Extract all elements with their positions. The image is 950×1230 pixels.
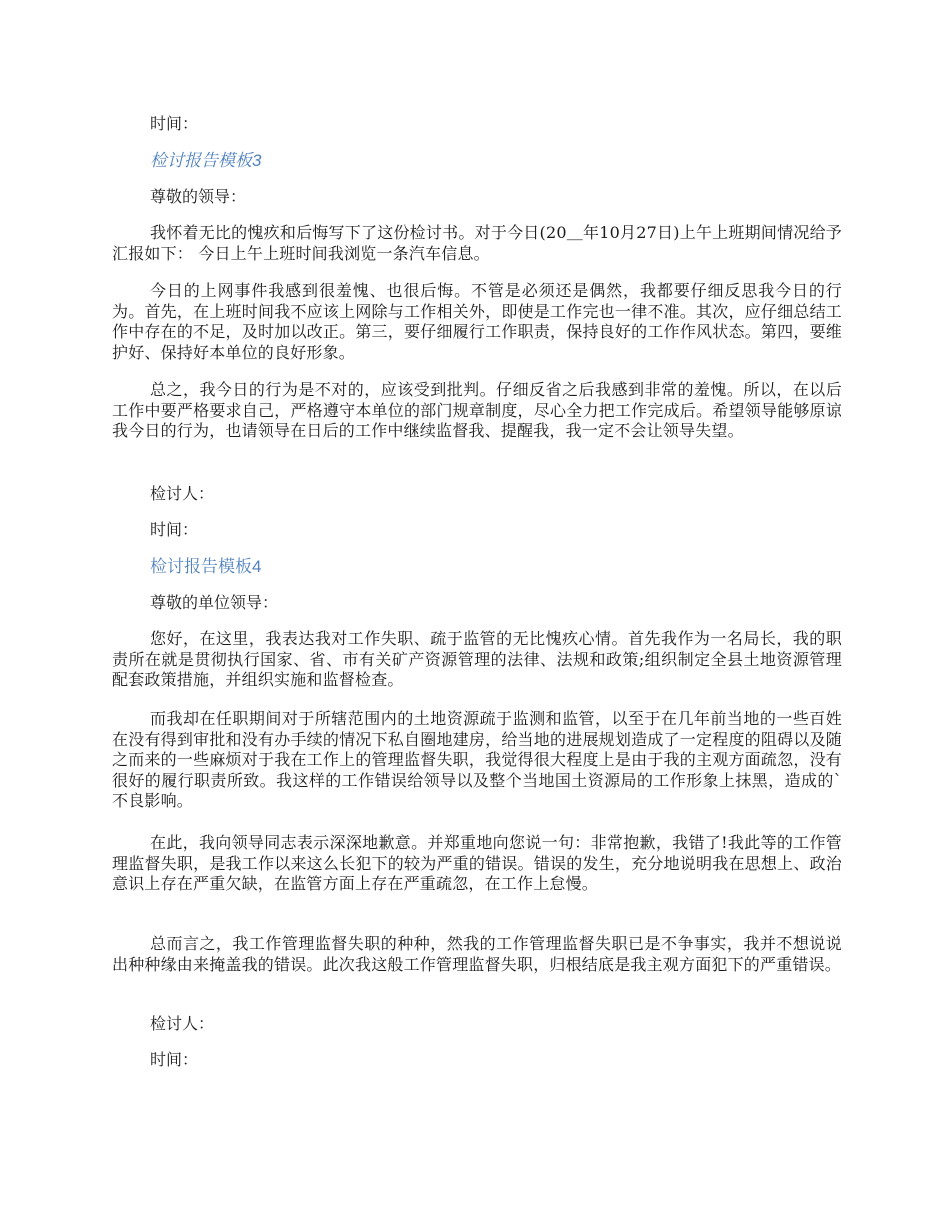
signer-label-4: 检讨人： bbox=[150, 1014, 215, 1033]
signer-label-3: 检讨人： bbox=[150, 484, 215, 503]
paragraph-4-1: 您好，在这里，我表达我对工作失职、疏于监管的无比愧疚心情。首先我作为一名局长，我的职责所在就是贯彻执行国家、省、市有关矿产资源管理的法律、法规和政策;组织制定全县土地资源管理配套政策措施，并组织实施和监督检查。 bbox=[112, 629, 842, 689]
paragraph-3-3: 总之，我今日的行为是不对的，应该受到批判。仔细反省之后我感到非常的羞愧。所以，在以后工作中要严格要求自己，严格遵守本单位的部门规章制度，尽心全力把工作完成后。希望领导能够原谅我今日的行为，也请领导在日后的工作中继续监督我、提醒我，我一定不会让领导失望。 bbox=[112, 380, 842, 440]
greeting-4: 尊敬的单位领导： bbox=[150, 593, 279, 612]
time-label-4: 时间： bbox=[150, 1050, 199, 1069]
section-heading-3: 检讨报告模板3 bbox=[150, 151, 262, 170]
paragraph-4-3: 在此，我向领导同志表示深深地歉意。并郑重地向您说一句：非常抱歉，我错了!我此等的工作管理监督失职，是我工作以来这么长犯下的较为严重的错误。错误的发生，充分地说明我在思想上、政治意识上存在严重欠缺，在监管方面上存在严重疏忽，在工作上怠慢。 bbox=[112, 833, 842, 893]
paragraph-3-2: 今日的上网事件我感到很羞愧、也很后悔。不管是必须还是偶然，我都要仔细反思我今日的行为。首先，在上班时间我不应该上网除与工作相关外，即使是工作完也一律不准。其次，应仔细总结工作中存在的不足，及时加以改正。第三，要仔细履行工作职责，保持良好的工作作风状态。第四，要维护好、保持好本单位的良好形象。 bbox=[112, 281, 842, 362]
paragraph-4-2: 而我却在任职期间对于所辖范围内的土地资源疏于监测和监管，以至于在几年前当地的一些百姓在没有得到审批和没有办手续的情况下私自圈地建房，给当地的进展规划造成了一定程度的阻碍以及随之而来的一些麻烦对于我在工作上的管理监督失职，我觉得很大程度上是由于我的主观方面疏忽，没有很好的履行职责所致。我这样的工作错误给领导以及整个当地国土资源局的工作形象上抹黑，造成的`不良影响。 bbox=[112, 709, 842, 810]
paragraph-4-4: 总而言之，我工作管理监督失职的种种，然我的工作管理监督失职已是不争事实，我并不想说说出种种缘由来掩盖我的错误。此次我这般工作管理监督失职，归根结底是我主观方面犯下的严重错误。 bbox=[112, 934, 842, 974]
section-heading-4: 检讨报告模板4 bbox=[150, 557, 262, 576]
time-label-3: 时间： bbox=[150, 520, 199, 539]
greeting-3: 尊敬的领导： bbox=[150, 187, 247, 206]
paragraph-3-1: 我怀着无比的愧疚和后悔写下了这份检讨书。对于今日(20＿年10月27日)上午上班期间情况给予汇报如下： 今日上午上班时间我浏览一条汽车信息。 bbox=[112, 223, 842, 263]
time-label: 时间： bbox=[150, 114, 199, 133]
